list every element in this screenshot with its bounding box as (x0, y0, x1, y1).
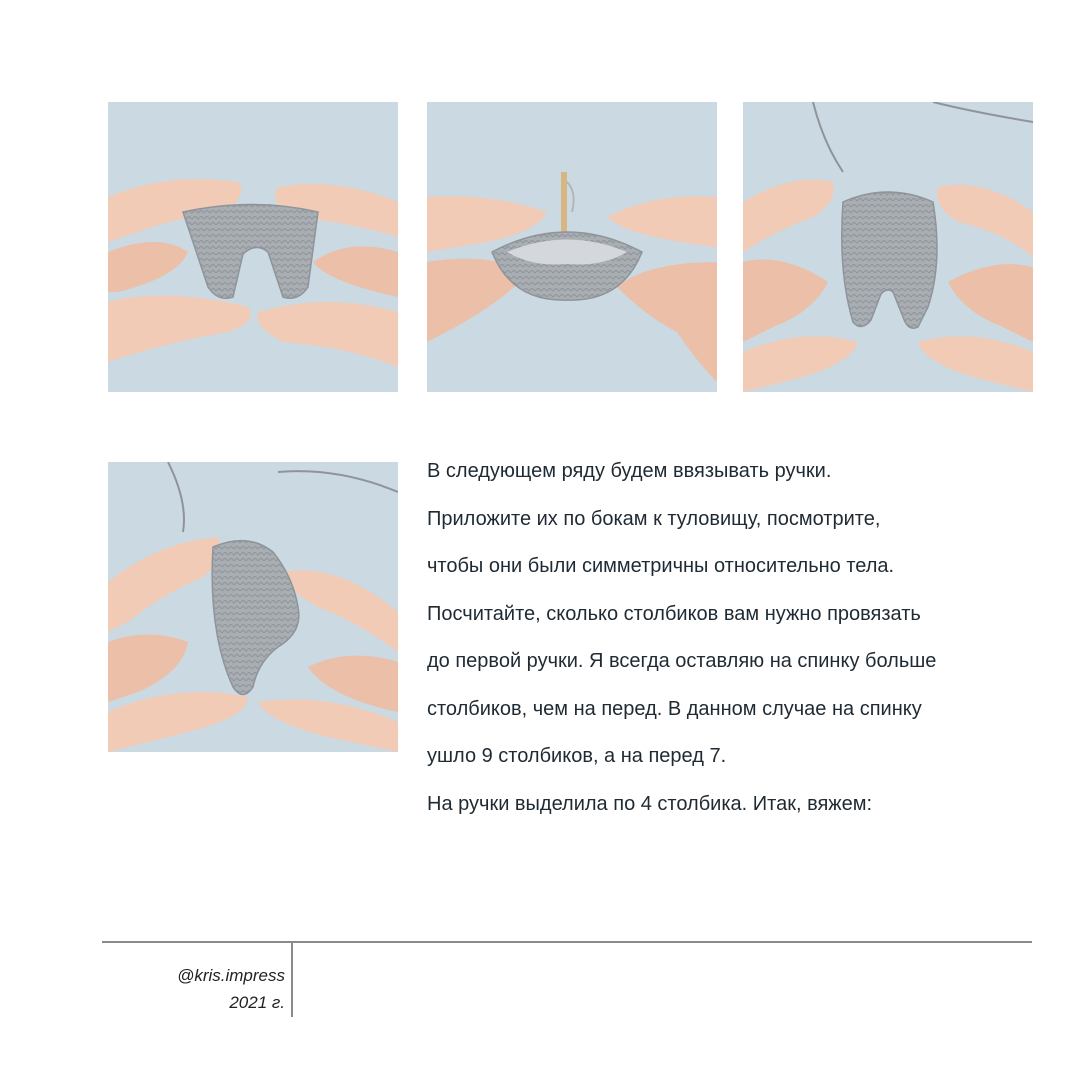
instruction-line: до первой ручки. Я всегда оставляю на спинку больше (427, 650, 937, 672)
footer-rule (102, 941, 1032, 943)
instruction-line: Посчитайте, сколько столбиков вам нужно провязать (427, 602, 921, 625)
instruction-text (427, 448, 1057, 828)
crochet-legs-photo (108, 102, 398, 392)
footer-credit (177, 962, 285, 1016)
author-handle: @kris.impress (177, 966, 285, 985)
crochet-body-side-photo (108, 462, 398, 752)
footer-year: 2021 г. (229, 993, 285, 1012)
crochet-legs-illustration (108, 102, 398, 392)
crochet-top-photo (427, 102, 717, 392)
instruction-line: ушло 9 столбиков, а на перед 7. (427, 745, 727, 767)
crochet-body-side-illustration (108, 462, 398, 752)
crochet-body-front-illustration (743, 102, 1033, 392)
crochet-body-front-photo (743, 102, 1033, 392)
instruction-line: На ручки выделила по 4 столбика. Итак, вяжем: (427, 792, 873, 815)
instruction-line: Приложите их по бокам к туловищу, посмотрите, (427, 507, 881, 530)
instruction-line: столбиков, чем на перед. В данном случае на спинку (427, 697, 922, 720)
instruction-line: В следующем ряду будем ввязывать ручки. (427, 460, 832, 482)
instruction-line: чтобы они были симметричны относительно тела. (427, 555, 895, 577)
crochet-top-illustration (427, 102, 717, 392)
footer-divider (291, 941, 293, 1017)
